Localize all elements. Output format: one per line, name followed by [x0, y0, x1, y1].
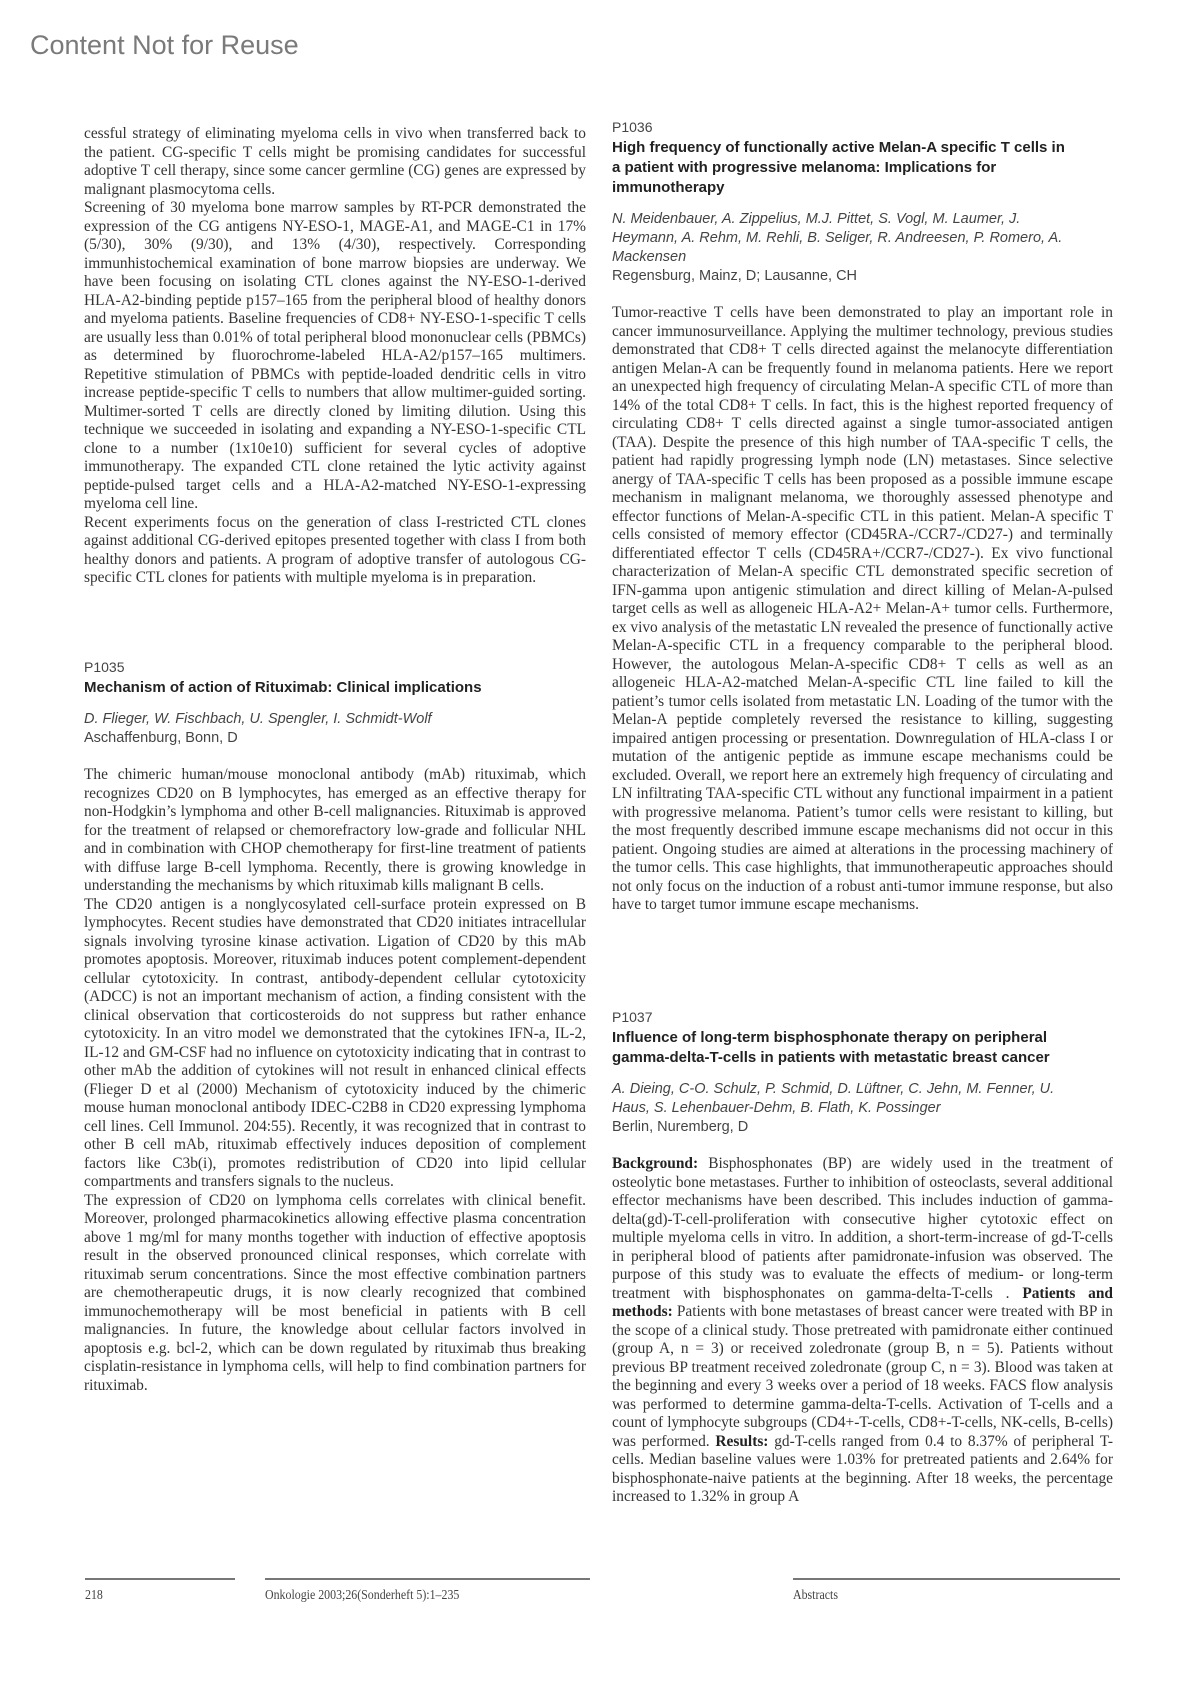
- paragraph: Screening of 30 myeloma bone marrow samples by RT-PCR demonstrated the expression of the CG antigens NY-ESO-1, MAGE-A1, and MAGE-C1 in 17% (5/30), 30% (9/30), and 13% (4/30), respectively. Corresponding immunhistochemical examination of bone marrow biopsies are underway. We have been focusing on isolating CTL clones against the NY-ESO-1-derived HLA-A2-binding peptide p157–165 from the peripheral blood of healthy donors and myeloma patients. Baseline frequencies of CD8+ NY-ESO-1-specific T cells are usually less than 0.01% of total peripheral blood mononuclear cells (PBMCs) as determined by fluorochrome-labeled HLA-A2/p157–165 multimers. Repetitive stimulation of PBMCs with peptide-loaded dendritic cells in vitro increase peptide-specific T cells to numbers that allow multimer-guided sorting. Multimer-sorted T cells are directly cloned by limiting dilution. Using this technique we succeeded in isolating and expanding a NY-ESO-1-specific CTL clone to a number (1x10e10) sufficient for several cycles of adoptive immunotherapy. The expanded CTL clone retained the lytic activity against peptide-pulsed target cells and a HLA-A2-matched NY-ESO-1-expressing myeloma cell line.: [84, 199, 586, 512]
- background-text: Bisphosphonates (BP) are widely used in the treatment of osteolytic bone metastases. Further to inhibition of osteoclasts, several additional effector mechanisms have been described. This includes induction of gamma-delta(gd)-T-cell-proliferation with consecutive higher cytotoxic effect on multiple myeloma cells in vitro. In addition, a short-term-increase of gd-T-cells in peripheral blood of patients after pamidronate-infusion was observed. The purpose of this study was to evaluate the effects of medium- or long-term treatment with bisphosphonates on gamma-delta-T-cells .: [612, 1155, 1113, 1302]
- abstract-id: P1037: [612, 1009, 653, 1025]
- abstract-id: P1035: [84, 659, 125, 675]
- paragraph: [612, 1155, 1113, 1507]
- results-label: Results:: [715, 1432, 769, 1450]
- footer-rule: [85, 1578, 235, 1580]
- methods-label: Patients and methods:: [612, 1284, 1113, 1320]
- background-label: Background:: [612, 1155, 699, 1172]
- footer-rule: [793, 1578, 1120, 1580]
- abstract-title: High frequency of functionally active Melan-A specific T cells in a patient with progressive melanoma: Implications for immunotherapy: [612, 139, 1065, 196]
- abstract-title: Mechanism of action of Rituximab: Clinical implications: [84, 679, 482, 696]
- abstract-authors: A. Dieing, C-O. Schulz, P. Schmid, D. Lüftner, C. Jehn, M. Fenner, U. Haus, S. Lehenbauer-Dehm, B. Flath, K. Possinger: [612, 1081, 1055, 1116]
- abstract-p1036: [612, 118, 1113, 915]
- paragraph: Recent experiments focus on the generation of class I-restricted CTL clones against additional CG-derived epitopes presented together with class I from both healthy donors and patients. A program of adoptive transfer of autologous CG-specific CTL clones for patients with multiple myeloma is in preparation.: [84, 513, 586, 586]
- paragraph: The expression of CD20 on lymphoma cells correlates with clinical benefit. Moreover, prolonged pharmacokinetics allowing effective plasma concentration above 1 mg/ml for many months together with induction of effective apoptosis result in the observed pronounced clinical responses, which correlate with rituximab serum concentrations. Since the most effective combination partners are chemotherapeutic drugs, it is now clearly recognized that combined immunochemotherapy will be most beneficial in patients with B cell malignancies. In future, the knowledge about cellular factors involved in apoptosis e.g. bcl-2, which can be down regulated by rituximab thus breaking cisplatin-resistance in lymphoma cells, will help to find combination partners for rituximab.: [84, 1191, 586, 1394]
- abstract-p1037: [612, 1008, 1113, 1507]
- abstract-affiliation: Aschaffenburg, Bonn, D: [84, 730, 238, 746]
- abstract-authors: N. Meidenbauer, A. Zippelius, M.J. Pittet, S. Vogl, M. Laumer, J. Heymann, A. Rehm, M. Rehli, B. Seliger, R. Andreesen, P. Romero, A. Mackensen: [612, 211, 1063, 265]
- footer-rule: [265, 1578, 590, 1580]
- abstract-body: [84, 766, 586, 1395]
- paragraph: The chimeric human/mouse monoclonal antibody (mAb) rituximab, which recognizes CD20 on B lymphocytes, has emerged as an effective therapy for non-Hodgkin’s lymphoma and other B-cell malignancies. Rituximab is approved for the treatment of relapsed or chemorefractory low-grade and follicular NHL and in combination with CHOP chemotherapy for first-line treatment of patients with diffuse large B-cell lymphoma. Recently, there is growing knowledge in understanding the mechanisms by which rituximab kills malignant B cells.: [84, 766, 586, 894]
- paragraph: cessful strategy of eliminating myeloma cells in vivo when transferred back to the patient. CG-specific T cells might be promising candidates for successful adoptive T cell therapy, since some cancer germline (CG) genes are expressed by malignant plasmocytoma cells.: [84, 125, 586, 198]
- paragraph: The CD20 antigen is a nonglycosylated cell-surface protein expressed on B lymphocytes. Recent studies have demonstrated that CD20 initiates intracellular signals involving tyrosine kinase activation. Ligation of CD20 by this mAb promotes apoptosis. Moreover, rituximab induces potent complement-dependent cellular cytotoxicity. In contrast, antibody-dependent cellular cytotoxicity (ADCC) is not an important mechanism of action, a finding consistent with the clinical observation that corticosteroids do not suppress but rather enhance cytotoxicity. In an vitro model we demonstrated that the cytokines IFN-a, IL-2, IL-12 and GM-CSF had no influence on cytotoxicity indicating that in contrast to other mAb the addition of cytokines will not result in enhanced clinical effects (Flieger D et al (2000) Mechanism of cytotoxicity induced by the chimeric mouse human monoclonal antibody IDEC-C2B8 in CD20 expressing lymphoma cell lines. Cell Immunol. 204:55). Recently, it was recognized that in contrast to other B cell mAb, rituximab effectively induces deposition of complement factors like C3b(i), promotes redistribution of CD20 into lipid cellular compartments and transfers signals to the nucleus.: [84, 895, 586, 1190]
- abstract-body: [612, 1155, 1113, 1507]
- abstract-p1035: [84, 658, 586, 1395]
- journal-citation: Onkologie 2003;26(Sonderheft 5):1–235: [265, 1588, 460, 1603]
- abstract-title: Influence of long-term bisphosphonate therapy on peripheral gamma-delta-T-cells in patients with metastatic breast cancer: [612, 1029, 1050, 1066]
- abstract-affiliation: Regensburg, Mainz, D; Lausanne, CH: [612, 268, 858, 284]
- paragraph: Tumor-reactive T cells have been demonstrated to play an important role in cancer immunosurveillance. Applying the multimer technology, previous studies demonstrated that CD8+ T cells directed against the melanocyte differentiation antigen Melan-A can be frequently found in melanoma patients. Here we report an unexpected high frequency of circulating Melan-A specific CTL of more than 14% of the total CD8+ T cells. In fact, this is the highest reported frequency of circulating CD8+ T cells directed against a single tumor-associated antigen (TAA). Despite the presence of this high number of TAA-specific T cells, the patient had rapidly progressing lymph node (LN) metastases. Since selective anergy of TAA-specific T cells has been proposed as a possible immune escape mechanism in malignant melanoma, we thoroughly assessed phenotype and effector functions of Melan-A-specific CTL in this patient. Melan-A specific T cells consisted of memory effector (CD45RA-/CCR7-/CD27-) and terminally differentiated effector T cells (CD45RA+/CCR7-/CD27-). Ex vivo functional characterization of Melan-A specific CTL demonstrated specific secretion of IFN-gamma upon antigenic stimulation and direct killing of Melan-A-pulsed target cells as well as allogeneic HLA-A2+ Melan-A+ tumor cells. Furthermore, ex vivo analysis of the metastatic LN revealed the presence of functionally active Melan-A-specific CTL in a frequency comparable to the peripheral blood. However, the autologous Melan-A-specific CD8+ T cells as well as an allogeneic HLA-A2-matched Melan-A-specific CTL line failed to kill the patient’s tumor cells isolated from metastatic LN. Loading of the tumor with the Melan-A peptide completely reversed the resistance to killing, suggesting impaired antigen processing or presentation. Downregulation of HLA-class I or mutation of the antigenic peptide as immune escape mechanisms could be excluded. Overall, we report here an extremely high frequency of circulating and LN infiltrating TAA-specific CTL without any functional impairment in a patient with progressive melanoma. Patient’s tumor cells were resistant to killing, but the most frequently described immune escape mechanisms did not occur in this patient. Ongoing studies are aimed at alterations in the processing machinery of the tumor cells. This case highlights, that immunotherapeutic approaches should not only focus on the induction of a robust anti-tumor immune response, but also have to target tumor immune escape mechanisms.: [612, 304, 1113, 913]
- results-text: gd-T-cells ranged from 0.4 to 8.37% of peripheral T-cells. Median baseline values were 1.03% for pretreated patients and 2.64% for bisphosphonate-naive patients at the beginning. After 18 weeks, the percentage increased to 1.32% in group A: [612, 1432, 1113, 1505]
- section-name: Abstracts: [793, 1588, 838, 1603]
- abstract-authors: D. Flieger, W. Fischbach, U. Spengler, I. Schmidt-Wolf: [84, 711, 432, 727]
- watermark: Content Not for Reuse: [30, 30, 299, 60]
- page-number: 218: [85, 1588, 103, 1603]
- abstract-id: P1036: [612, 119, 653, 135]
- methods-text: Patients with bone metastases of breast cancer were treated with BP in the scope of a clinical study. Those pretreated with pamidronate either continued (group A, n = 3) or received zoledronate (group B, n = 5). Patients without previous BP treatment received zoledronate (group C, n = 3). Blood was taken at the beginning and every 3 weeks over a period of 18 weeks. FACS flow analysis was performed to determine gamma-delta-T-cells. Activation of T-cells and a count of lymphocyte subgroups (CD4+-T-cells, CD8+-T-cells, NK-cells, B-cells) was performed.: [612, 1303, 1113, 1450]
- abstract-affiliation: Berlin, Nuremberg, D: [612, 1119, 749, 1135]
- abstract-body: [612, 304, 1113, 915]
- continued-abstract: [84, 125, 586, 588]
